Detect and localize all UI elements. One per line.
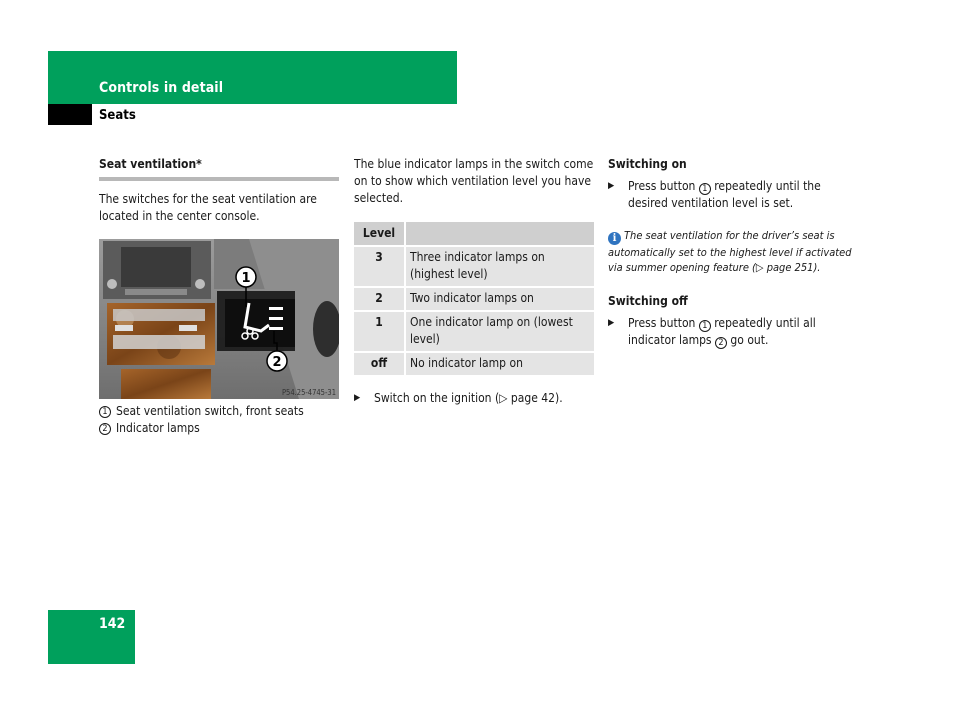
callout-2-text: 2 — [272, 355, 282, 370]
center-console-photo — [99, 239, 339, 399]
table-row — [354, 288, 594, 312]
table-row — [354, 247, 594, 288]
bullet-arrow-icon: ▶ — [608, 318, 615, 328]
ignition-step-text: Switch on the ignition (▷ page 42). — [374, 391, 563, 405]
callout-1-text: 1 — [241, 271, 251, 286]
section-title: Seats — [99, 108, 136, 123]
chapter-title: Controls in detail — [99, 80, 224, 96]
column-middle — [354, 156, 594, 407]
info-note: i The seat ventilation for the driver’s seat is automatically set to the highest level if activated via summer opening feature (▷ page 251). — [608, 229, 852, 274]
indicator-intro-paragraph: The blue indicator lamps in the switch come on to show which ventilation level you have selected. — [354, 157, 594, 205]
switching-on-heading: Switching on — [608, 157, 687, 171]
legend-number-2: 2 — [99, 423, 111, 435]
column-left — [99, 156, 339, 437]
level-column-header: Level — [354, 222, 406, 247]
legend-item — [99, 403, 339, 420]
seat-ventilation-heading: Seat ventilation* — [99, 157, 202, 171]
column-right — [608, 156, 853, 349]
level-cell: 2 — [354, 288, 406, 312]
switching-off-text: Press button 1 repeatedly until all indicator lamps 2 go out. — [628, 316, 816, 348]
level-cell: 1 — [354, 312, 406, 353]
description-cell: One indicator lamp on (lowest level) — [406, 312, 594, 353]
switching-on-step — [608, 178, 853, 212]
description-cell: No indicator lamp on — [406, 353, 594, 377]
table-row — [354, 312, 594, 353]
legend-text-2: Indicator lamps — [116, 421, 200, 435]
button-number-ref: 1 — [699, 320, 711, 332]
description-cell: Three indicator lamps on (highest level) — [406, 247, 594, 288]
ignition-step — [354, 390, 594, 407]
description-column-header — [406, 222, 594, 247]
console-illustration — [99, 239, 339, 399]
table-row — [354, 353, 594, 377]
photo-code: P54.25-4745-31 — [281, 388, 336, 397]
level-cell: off — [354, 353, 406, 377]
page-ref-arrow-icon: ▷ — [499, 391, 508, 405]
ventilation-level-table — [354, 222, 594, 377]
switching-on-text: Press button 1 repeatedly until the desired ventilation level is set. — [628, 179, 821, 210]
intro-paragraph: The switches for the seat ventilation are located in the center console. — [99, 192, 317, 223]
header-band — [48, 51, 457, 104]
legend-item — [99, 420, 339, 437]
page-number: 142 — [99, 616, 126, 632]
switching-off-heading: Switching off — [608, 294, 688, 308]
legend-text-1: Seat ventilation switch, front seats — [116, 404, 304, 418]
bullet-arrow-icon: ▶ — [354, 393, 361, 403]
page-ref-arrow-icon: ▷ — [755, 261, 764, 274]
section-tab-marker — [48, 104, 92, 125]
legend-number-1: 1 — [99, 406, 111, 418]
heading-rule — [99, 177, 339, 181]
level-cell: 3 — [354, 247, 406, 288]
table-header-row — [354, 222, 594, 247]
description-cell: Two indicator lamps on — [406, 288, 594, 312]
info-icon: i — [608, 232, 621, 245]
button-number-ref: 1 — [699, 183, 711, 195]
switching-off-step — [608, 315, 853, 349]
bullet-arrow-icon: ▶ — [608, 181, 615, 191]
lamp-number-ref: 2 — [715, 337, 727, 349]
